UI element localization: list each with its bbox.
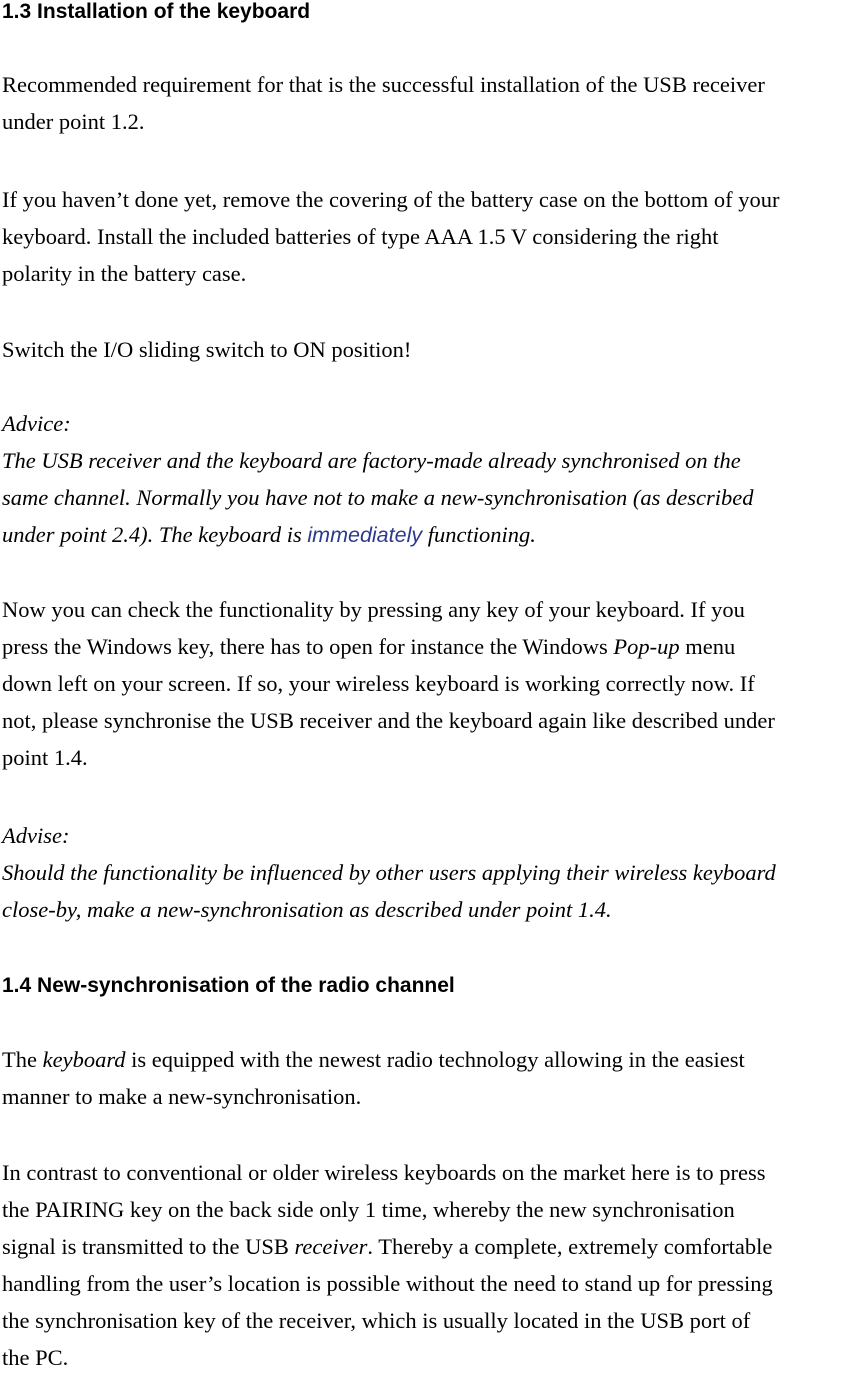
section-1-4-heading: 1.4 New-synchronisation of the radio channel	[2, 974, 455, 997]
section-1-4-paragraph-2	[2, 1154, 773, 1376]
text-line: . Thereby a complete, extremely comfortable	[367, 1234, 773, 1259]
text-line: the PAIRING key on the back side only 1 time, whereby the new synchronisation	[2, 1197, 735, 1222]
text-line: down left on your screen. If so, your wireless keyboard is working correctly now. If	[2, 671, 755, 696]
text-line: not, please synchronise the USB receiver and the keyboard again like described under	[2, 708, 775, 733]
text-line: the PC.	[2, 1345, 69, 1370]
text-line: press the Windows key, there has to open for instance the Windows	[2, 634, 614, 659]
text-line: keyboard. Install the included batteries of type AAA 1.5 V considering the right	[2, 224, 719, 249]
text-line: The USB receiver and the keyboard are factory-made already synchronised on the	[2, 448, 741, 473]
text-line: The	[2, 1047, 43, 1072]
text-line: manner to make a new-synchronisation.	[2, 1084, 362, 1109]
section-1-3-paragraph-1	[2, 66, 765, 140]
advice-note	[2, 405, 754, 554]
advise-note	[2, 817, 776, 928]
text-line: same channel. Normally you have not to make a new-synchronisation (as described	[2, 485, 754, 510]
text-line: signal is transmitted to the USB	[2, 1234, 295, 1259]
text-line: polarity in the battery case.	[2, 261, 247, 286]
text-line: menu	[679, 634, 736, 659]
text-line: the synchronisation key of the receiver, which is usually located in the USB port of	[2, 1308, 751, 1333]
text-line: If you haven’t done yet, remove the covering of the battery case on the bottom of your	[2, 187, 780, 212]
section-1-3-paragraph-3	[2, 331, 411, 368]
section-1-3-heading: 1.3 Installation of the keyboard	[2, 0, 311, 23]
text-line: point 1.4.	[2, 745, 88, 770]
text-line: under point 2.4). The keyboard is	[2, 522, 308, 547]
emphasis-receiver: receiver	[294, 1234, 368, 1259]
text-line: Now you can check the functionality by pressing any key of your keyboard. If you	[2, 597, 745, 622]
text-line: close-by, make a new-synchronisation as described under point 1.4.	[2, 897, 612, 922]
section-1-3-paragraph-4	[2, 591, 775, 776]
text-line: handling from the user’s location is possible without the need to stand up for pressing	[2, 1271, 773, 1296]
emphasis-immediately: immediately	[307, 523, 423, 547]
emphasis-keyboard: keyboard	[42, 1047, 126, 1072]
advise-label: Advise:	[2, 823, 70, 848]
text-line: is equipped with the newest radio technology allowing in the easiest	[125, 1047, 745, 1072]
text-line: Recommended requirement for that is the successful installation of the USB receiver	[2, 72, 765, 97]
text-line: Should the functionality be influenced by other users applying their wireless keyboard	[2, 860, 776, 885]
text-line: under point 1.2.	[2, 109, 145, 134]
text-line: Switch the I/O sliding switch to ON position!	[2, 337, 412, 362]
section-1-4-paragraph-1	[2, 1041, 745, 1115]
emphasis-pop-up: Pop-up	[613, 634, 680, 659]
advice-label: Advice:	[2, 411, 71, 436]
text-line: functioning.	[422, 522, 536, 547]
section-1-3-paragraph-2	[2, 181, 779, 292]
text-line: In contrast to conventional or older wireless keyboards on the market here is to press	[2, 1160, 766, 1185]
